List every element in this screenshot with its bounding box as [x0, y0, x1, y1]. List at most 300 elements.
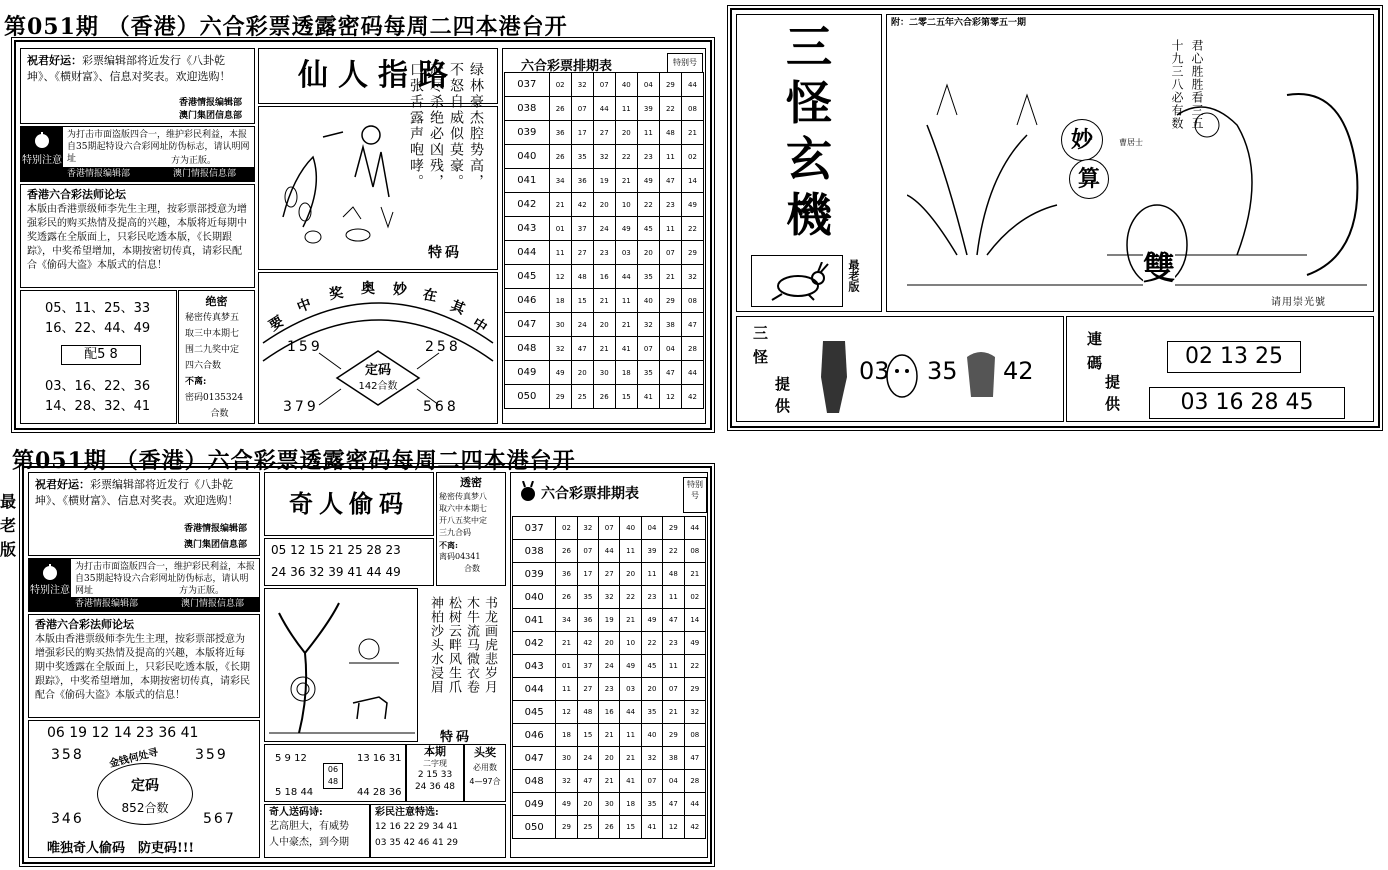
- songma-title: 奇人送码诗:: [269, 807, 323, 818]
- notice-badge: [21, 127, 63, 181]
- schedule-number-cell: 21: [681, 121, 703, 145]
- benqi-title: 本期: [424, 745, 446, 758]
- schedule-number-cell: 49: [620, 655, 641, 678]
- schedule-number-cell: 49: [556, 793, 577, 816]
- apple-icon: [33, 131, 51, 149]
- schedule-number-cell: 49: [681, 193, 703, 217]
- schedule-number-cell: 26: [593, 385, 615, 409]
- schedule-number-cell: 12: [663, 816, 684, 839]
- schedule-number-cell: 47: [571, 337, 593, 361]
- buli-code: 密码0135324: [185, 393, 244, 403]
- monster-figure-icon: [817, 337, 851, 415]
- skull-icon: [963, 347, 999, 401]
- schedule-period-cell: 050: [513, 816, 556, 839]
- schedule-number-cell: 26: [549, 97, 571, 121]
- schedule-number-cell: 30: [556, 747, 577, 770]
- schedule-number-cell: 44: [615, 265, 637, 289]
- schedule-number-cell: 21: [599, 770, 620, 793]
- songma-l1: 艺高胆大，有威势: [269, 821, 349, 832]
- schedule-row: [513, 770, 706, 793]
- schedule-number-cell: 15: [620, 816, 641, 839]
- schedule-number-cell: 16: [593, 265, 615, 289]
- schedule-number-cell: 11: [615, 97, 637, 121]
- schedule-number-cell: 40: [615, 73, 637, 97]
- dingma-box: [258, 272, 498, 424]
- secret-line3: 围二九奖中定: [185, 345, 240, 355]
- schedule-number-cell: 49: [549, 361, 571, 385]
- forum-box: [20, 184, 255, 288]
- schedule-number-cell: 48: [659, 121, 681, 145]
- dingma-label: 定码: [364, 363, 391, 378]
- schedule-tebie-2: 特别号: [683, 477, 707, 513]
- schedule-number-cell: 36: [571, 169, 593, 193]
- schedule-period-cell: 039: [513, 563, 556, 586]
- secret-box: [178, 290, 255, 424]
- suan-circle: 算: [1069, 159, 1109, 199]
- schedule-period-cell: 044: [505, 241, 550, 265]
- schedule-number-cell: 47: [659, 169, 681, 193]
- schedule-period-cell: 037: [513, 517, 556, 540]
- caimin-l1: 12 16 22 29 34 41: [375, 822, 459, 832]
- schedule-number-cell: 21: [615, 169, 637, 193]
- schedule-number-cell: 02: [684, 586, 705, 609]
- qian-arc: 金钱何处寻: [108, 747, 160, 770]
- toujiang-box: [464, 744, 506, 802]
- buli-label: 不离:: [185, 377, 207, 387]
- schedule-number-cell: 38: [659, 313, 681, 337]
- caimin-title: 彩民注意特选:: [375, 807, 439, 818]
- schedule-period-cell: 048: [505, 337, 550, 361]
- schedule-title-1: 六合彩票排期表: [521, 59, 613, 74]
- face-icon: [885, 353, 919, 399]
- schedule-number-cell: 11: [615, 289, 637, 313]
- tree-and-horse-illustration-icon: [269, 593, 415, 739]
- toujiang-nums: 4—97合: [469, 777, 501, 786]
- schedule-number-cell: 44: [681, 73, 703, 97]
- schedule-number-cell: 20: [620, 563, 641, 586]
- sanguai-label: 三怪: [753, 324, 769, 366]
- schedule-number-cell: 32: [593, 145, 615, 169]
- schedule-number-cell: 11: [620, 540, 641, 563]
- schedule-number-cell: 07: [571, 97, 593, 121]
- schedule-number-cell: 17: [577, 563, 598, 586]
- schedule-number-cell: 45: [637, 217, 659, 241]
- poem-right-col2: 十九三八必有数: [1170, 39, 1184, 130]
- schedule-number-cell: 29: [659, 289, 681, 313]
- schedule-number-cell: 27: [577, 678, 598, 701]
- schedule-number-cell: 07: [659, 241, 681, 265]
- schedule-number-cell: 32: [641, 747, 662, 770]
- schedule-number-cell: 21: [620, 747, 641, 770]
- schedule-row: [505, 193, 704, 217]
- sanguai-illustration-box: [886, 14, 1374, 312]
- schedule-period-cell: 045: [513, 701, 556, 724]
- schedule-period-cell: 044: [513, 678, 556, 701]
- schedule-number-cell: 20: [599, 632, 620, 655]
- nums-row4: 14、28、32、41: [45, 399, 151, 414]
- schedule-number-cell: 01: [556, 655, 577, 678]
- schedule-period-cell: 048: [513, 770, 556, 793]
- period-header-2: 第051期 （香港）六合彩票透露密码每周二四本港台开: [12, 448, 576, 474]
- greeting-sig2: 澳门集团信息部: [178, 111, 242, 121]
- header-note: 附：二零二五年六合彩第零五一期: [891, 18, 1027, 28]
- schedule-number-cell: 20: [637, 241, 659, 265]
- schedule-number-cell: 22: [684, 655, 705, 678]
- secret-line4: 四六合数: [185, 361, 222, 371]
- schedule-number-cell: 04: [659, 337, 681, 361]
- notice-label: 特别注意: [22, 155, 62, 166]
- schedule-row: [505, 241, 704, 265]
- arc-char8: 中: [469, 315, 490, 337]
- schedule-number-cell: 29: [681, 241, 703, 265]
- schedule-period-cell: 046: [513, 724, 556, 747]
- schedule-number-cell: 11: [663, 655, 684, 678]
- schedule-period-cell: 047: [513, 747, 556, 770]
- shuang-char: 雙: [1143, 243, 1175, 289]
- qian-nums: 06 19 12 14 23 36 41: [47, 725, 199, 741]
- greeting-text: 彩票编辑部将近发行《八卦乾坤》、《横财富》、信息对奖表。欢迎选购！: [27, 54, 231, 83]
- schedule-row: [505, 385, 704, 409]
- dm-bottom-right: 568: [423, 399, 459, 415]
- schedule-number-cell: 23: [637, 145, 659, 169]
- schedule-number-cell: 12: [659, 385, 681, 409]
- schedule-number-cell: 04: [641, 517, 662, 540]
- schedule-number-cell: 27: [571, 241, 593, 265]
- schedule-row: [505, 361, 704, 385]
- schedule-table-2: [512, 516, 706, 839]
- schedule-number-cell: 22: [663, 540, 684, 563]
- schedule-number-cell: 11: [659, 145, 681, 169]
- schedule-number-cell: 11: [556, 678, 577, 701]
- sanguai-title-box: [736, 14, 882, 312]
- xianren-title: 仙人指路: [298, 58, 458, 93]
- schedule-row: [513, 724, 706, 747]
- schedule-number-cell: 11: [659, 217, 681, 241]
- dm-top-right: 258: [425, 339, 461, 355]
- lianma-label: 連碼: [1087, 330, 1103, 372]
- schedule-number-cell: 07: [577, 540, 598, 563]
- forum-box-2: [28, 614, 260, 718]
- schedule-number-cell: 49: [684, 632, 705, 655]
- schedule-number-cell: 28: [681, 337, 703, 361]
- qiren-nums2: 24 36 32 39 41 44 49: [271, 565, 401, 579]
- schedule-number-cell: 11: [641, 563, 662, 586]
- toumi-line2: 取六中本期七: [439, 504, 487, 513]
- greeting-sig2-2: 澳门集团信息部: [183, 540, 247, 550]
- schedule-number-cell: 28: [684, 770, 705, 793]
- schedule-number-cell: 25: [577, 816, 598, 839]
- schedule-number-cell: 30: [549, 313, 571, 337]
- schedule-number-cell: 29: [663, 517, 684, 540]
- toumi-line4: 三九合码: [439, 528, 471, 537]
- arc-char6: 在: [421, 286, 439, 306]
- schedule-number-cell: 11: [620, 724, 641, 747]
- lf-box: [264, 744, 406, 802]
- miao-circle: 妙: [1061, 119, 1103, 161]
- lianma-box: [1066, 316, 1374, 422]
- schedule-row: [505, 97, 704, 121]
- schedule-number-cell: 26: [599, 816, 620, 839]
- notice-tail: 方为正版。: [171, 156, 217, 166]
- schedule-number-cell: 26: [549, 145, 571, 169]
- sanguai-num2: 35: [927, 357, 958, 385]
- poem-col1: 绿林豪杰腔势高，: [468, 62, 484, 190]
- schedule-number-cell: 24: [571, 313, 593, 337]
- schedule-number-cell: 37: [577, 655, 598, 678]
- schedule-number-cell: 48: [577, 701, 598, 724]
- schedule-number-cell: 30: [599, 793, 620, 816]
- schedule-number-cell: 08: [684, 540, 705, 563]
- schedule-number-cell: 23: [659, 193, 681, 217]
- schedule-number-cell: 42: [681, 385, 703, 409]
- qian-footer: 唯独奇人偷码 防吏码!!!: [47, 841, 195, 856]
- schedule-number-cell: 24: [577, 747, 598, 770]
- schedule-row: [513, 609, 706, 632]
- buli-tail-2: 合数: [464, 564, 480, 573]
- schedule-number-cell: 41: [620, 770, 641, 793]
- schedule-row: [513, 678, 706, 701]
- tema-label-2: 特码: [440, 730, 473, 745]
- schedule-number-cell: 23: [641, 586, 662, 609]
- schedule-number-cell: 41: [641, 816, 662, 839]
- notice-dept1-2: 香港情报编辑部: [75, 599, 139, 609]
- schedule-number-cell: 26: [556, 586, 577, 609]
- schedule-number-cell: 39: [641, 540, 662, 563]
- period-header: 第051期 （香港）六合彩票透露密码每周二四本港台开: [4, 14, 568, 40]
- schedule-number-cell: 32: [599, 586, 620, 609]
- schedule-row: [505, 289, 704, 313]
- schedule-number-cell: 35: [637, 361, 659, 385]
- schedule-row: [513, 747, 706, 770]
- sanguai-num3: 42: [1003, 357, 1034, 385]
- schedule-number-cell: 29: [663, 724, 684, 747]
- schedule-number-cell: 36: [549, 121, 571, 145]
- schedule-number-cell: 21: [663, 701, 684, 724]
- schedule-number-cell: 48: [663, 563, 684, 586]
- schedule-number-cell: 23: [663, 632, 684, 655]
- schedule-number-cell: 15: [615, 385, 637, 409]
- toumi-line1: 秘密传真梦八: [439, 492, 487, 501]
- qiren-title: 奇人偷码: [289, 489, 409, 518]
- schedule-row: [505, 73, 704, 97]
- schedule-number-cell: 47: [659, 361, 681, 385]
- arc-char4: 奥: [361, 281, 375, 297]
- schedule-number-cell: 22: [620, 586, 641, 609]
- toujiang-sub: 必用数: [473, 763, 497, 772]
- schedule-number-cell: 07: [599, 517, 620, 540]
- schedule-row: [505, 145, 704, 169]
- schedule-number-cell: 44: [684, 517, 705, 540]
- schedule-number-cell: 20: [641, 678, 662, 701]
- notice-text: 为打击市面盗版四合一，维护彩民利益，本报自35期起特设六合彩网址防伪标志，请认明网址: [67, 130, 250, 164]
- schedule-number-cell: 41: [615, 337, 637, 361]
- poem-col2: 不怒自威似莫豪。: [448, 62, 464, 190]
- schedule-number-cell: 35: [637, 265, 659, 289]
- arc-char1: 要: [266, 313, 287, 335]
- schedule-number-cell: 41: [637, 385, 659, 409]
- schedule-row: [505, 121, 704, 145]
- pei-box: 配5 8: [61, 345, 141, 365]
- schedule-period-cell: 047: [505, 313, 550, 337]
- lf-mid: 06 48: [323, 763, 343, 789]
- schedule-number-cell: 32: [549, 337, 571, 361]
- schedule-number-cell: 18: [549, 289, 571, 313]
- lf-top: 5 9 12: [275, 753, 307, 764]
- tema-label: 特码: [428, 245, 462, 261]
- schedule-number-cell: 47: [577, 770, 598, 793]
- nums-row1: 05、11、25、33: [45, 301, 151, 316]
- schedule-number-cell: 22: [641, 632, 662, 655]
- forum-text: 本版由香港票级师李先生主理，按彩票部授意为增强彩民的购买热情及提高的兴趣，本版将近每期中奖透露在全版面上，只彩民吃透本版，《长期跟踪》，中奖希望增加，本期按密切传真，请彩民配合《偷码大盗》本版式的信息！: [27, 204, 247, 271]
- schedule-number-cell: 44: [684, 793, 705, 816]
- schedule-number-cell: 29: [556, 816, 577, 839]
- schedule-number-cell: 07: [641, 770, 662, 793]
- schedule-number-cell: 22: [681, 217, 703, 241]
- apple-icon: [41, 563, 59, 581]
- schedule-number-cell: 35: [641, 701, 662, 724]
- songma-box: [264, 804, 370, 858]
- schedule-number-cell: 20: [577, 793, 598, 816]
- tigong-label: 提供: [775, 375, 791, 415]
- schedule-period-cell: 039: [505, 121, 550, 145]
- poem2-col2: 木牛流马微衣卷: [464, 596, 479, 694]
- schedule-number-cell: 21: [599, 724, 620, 747]
- dm-top-right-2: 359: [195, 747, 228, 763]
- schedule-number-cell: 23: [599, 678, 620, 701]
- secret-line1: 秘密传真梦五: [185, 313, 240, 323]
- schedule-period-cell: 042: [505, 193, 550, 217]
- schedule-number-cell: 40: [637, 289, 659, 313]
- songma-l2: 人中豪杰，到今期: [269, 837, 349, 848]
- qian-box: [28, 720, 260, 858]
- schedule-number-cell: 02: [549, 73, 571, 97]
- schedule-period-cell: 050: [505, 385, 550, 409]
- schedule-number-cell: 22: [659, 97, 681, 121]
- schedule-number-cell: 44: [599, 540, 620, 563]
- schedule-number-cell: 04: [637, 73, 659, 97]
- title-char1: 三: [786, 20, 832, 74]
- dm-bottom-left-2: 346: [51, 811, 84, 827]
- poem-col4: 口张舌露声咆哮。: [408, 62, 424, 190]
- notice-text-2: 为打击市面盗版四合一，维护彩民利益，本报自35期起特设六合彩网址防伪标志，请认明网址: [75, 562, 256, 596]
- schedule-number-cell: 10: [615, 193, 637, 217]
- buli-tail: 合数: [210, 409, 229, 419]
- buli-code-2: 离码04341: [439, 552, 481, 561]
- caimin-l2: 03 35 42 46 41 29: [375, 838, 459, 848]
- dm-bottom-right-2: 567: [203, 811, 236, 827]
- schedule-number-cell: 20: [593, 313, 615, 337]
- schedule-period-cell: 040: [505, 145, 550, 169]
- footer-note: 请用崇光號: [1271, 297, 1326, 308]
- schedule-number-cell: 47: [663, 793, 684, 816]
- schedule-number-cell: 02: [681, 145, 703, 169]
- title-char4: 機: [786, 188, 832, 242]
- schedule-number-cell: 18: [556, 724, 577, 747]
- schedule-period-cell: 038: [505, 97, 550, 121]
- arc-char5: 妙: [393, 282, 407, 298]
- notice-box-2: [28, 558, 260, 612]
- schedule-number-cell: 07: [637, 337, 659, 361]
- nums-row2: 16、22、44、49: [45, 321, 151, 336]
- schedule-number-cell: 37: [571, 217, 593, 241]
- schedule-number-cell: 44: [681, 361, 703, 385]
- schedule-number-cell: 35: [641, 793, 662, 816]
- schedule-row: [513, 586, 706, 609]
- schedule-title-2: 六合彩票排期表: [541, 486, 639, 502]
- schedule-table-1: [504, 72, 704, 409]
- notice-box: [20, 126, 255, 182]
- greeting-title: 祝君好运：: [27, 54, 82, 67]
- greeting-box-2: [28, 472, 260, 556]
- schedule-row: [513, 655, 706, 678]
- poem-col3: 赶尽杀绝必凶残，: [428, 62, 444, 190]
- schedule-row: [513, 632, 706, 655]
- schedule-number-cell: 35: [571, 145, 593, 169]
- dm-top-left-2: 358: [51, 747, 84, 763]
- caimin-box: [370, 804, 506, 858]
- dingma-label-2: 定码: [131, 778, 159, 794]
- orchid-and-sage-illustration-icon: [907, 55, 1367, 305]
- schedule-number-cell: 42: [577, 632, 598, 655]
- schedule-period-cell: 040: [513, 586, 556, 609]
- poem-right-col1: 君心胜胜看三五: [1190, 39, 1204, 130]
- schedule-number-cell: 34: [556, 609, 577, 632]
- schedule-number-cell: 24: [599, 655, 620, 678]
- schedule-number-cell: 32: [684, 701, 705, 724]
- schedule-row: [505, 169, 704, 193]
- schedule-number-cell: 26: [556, 540, 577, 563]
- toumi-title: 透密: [460, 476, 482, 489]
- qiren-nums1: 05 12 15 21 25 28 23: [271, 543, 401, 557]
- lianma-box-row2: 03 16 28 45: [1149, 387, 1345, 419]
- schedule-number-cell: 21: [556, 632, 577, 655]
- schedule-number-cell: 12: [549, 265, 571, 289]
- schedule-row: [505, 337, 704, 361]
- toujiang-title: 头奖: [474, 746, 496, 759]
- schedule-row: [513, 540, 706, 563]
- benqi-nums2: 24 36 48: [414, 782, 456, 792]
- schedule-number-cell: 22: [615, 145, 637, 169]
- sage-label: 曹居士: [1119, 138, 1143, 147]
- greeting-sig1-2: 香港情报编辑部: [183, 524, 247, 534]
- qiren-title-box: [264, 472, 434, 536]
- schedule-period-cell: 037: [505, 73, 550, 97]
- greeting-sig1: 香港情报编辑部: [178, 98, 242, 108]
- title-char2: 怪: [786, 76, 832, 130]
- notice-dept2: 澳门情报信息部: [173, 169, 237, 179]
- schedule-number-cell: 32: [571, 73, 593, 97]
- forum-title: 香港六合彩法师论坛: [27, 188, 126, 201]
- schedule-number-cell: 44: [593, 97, 615, 121]
- schedule-number-cell: 32: [681, 265, 703, 289]
- schedule-number-cell: 48: [571, 265, 593, 289]
- schedule-number-cell: 08: [681, 289, 703, 313]
- schedule-number-cell: 21: [593, 337, 615, 361]
- schedule-number-cell: 12: [556, 701, 577, 724]
- sanguai-numbers-box: [736, 316, 1064, 422]
- schedule-number-cell: 34: [549, 169, 571, 193]
- schedule-number-cell: 35: [577, 586, 598, 609]
- benqi-sub: 二字现: [423, 759, 447, 768]
- schedule-period-cell: 043: [513, 655, 556, 678]
- schedule-number-cell: 36: [577, 609, 598, 632]
- schedule-period-cell: 042: [513, 632, 556, 655]
- benqi-box: [406, 744, 464, 802]
- dingma-sub-2: 852合数: [121, 801, 169, 815]
- notice-label-2: 特别注意: [30, 585, 70, 596]
- schedule-number-cell: 20: [599, 747, 620, 770]
- forum-title-2: 香港六合彩法师论坛: [35, 618, 134, 631]
